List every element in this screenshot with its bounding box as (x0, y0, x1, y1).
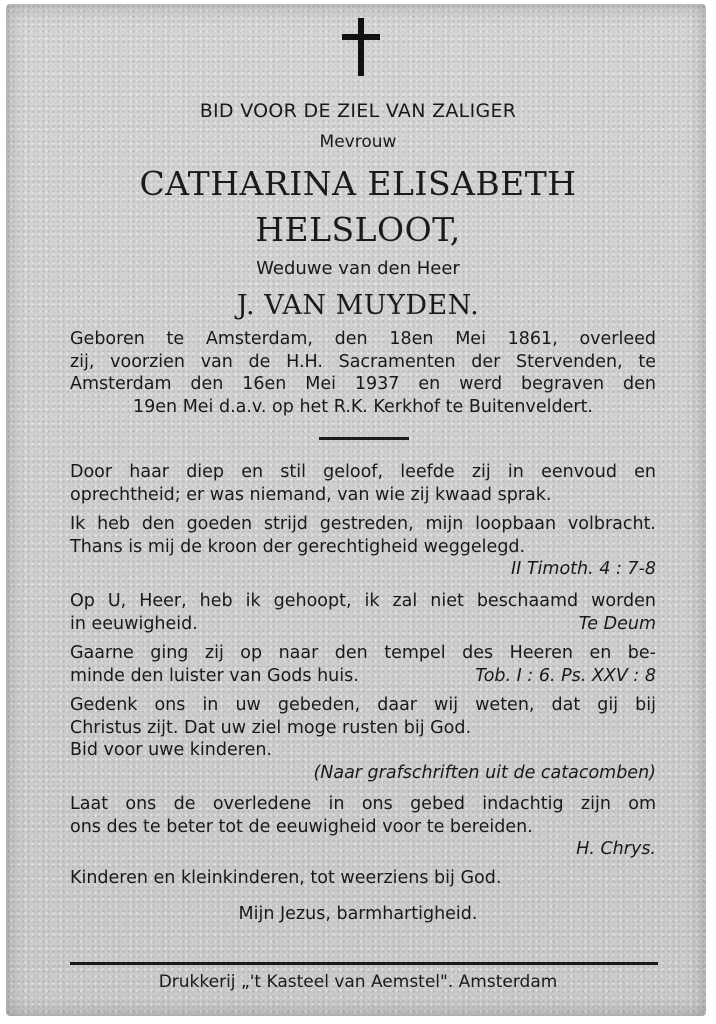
bio-line: zij, voorzien van de H.H. Sacramenten der Stervenden, te (70, 351, 656, 372)
quote-line: minde den luister van Gods huis. (70, 665, 359, 686)
quote-line: Op U, Heer, heb ik gehoopt, ik zal niet beschaamd worden (70, 591, 656, 611)
quote-source: (Naar grafschriften uit de catacomben) (313, 762, 656, 783)
divider (319, 437, 409, 440)
family-line: Kinderen en kleinkinderen, tot weerziens bij God. (70, 868, 502, 888)
cross-icon (342, 18, 380, 76)
quote-source: Te Deum (578, 613, 656, 634)
quote-line: Gaarne ging zij op naar den tempel des Heeren en be- (70, 643, 656, 663)
printer-credit: Drukkerij „'t Kasteel van Aemstel". Amsterdam (158, 972, 558, 992)
footer-divider (70, 962, 658, 965)
deceased-name-line1: CATHARINA ELISABETH (139, 164, 577, 203)
memorial-card (6, 4, 706, 1016)
title-prefix: Mevrouw (319, 132, 397, 152)
quote-timothy (70, 513, 656, 581)
quote-chrysostom (70, 793, 656, 861)
quote-line: in eeuwigheid. (70, 613, 198, 634)
family-farewell (70, 867, 656, 890)
quote-tobias (70, 642, 656, 687)
biography-paragraph (70, 328, 656, 418)
quote-line: ons des te beter tot de eeuwigheid voor te bereiden. (70, 816, 533, 837)
quote-line: Gedenk ons in uw gebeden, daar wij weten, dat gij bij (70, 695, 656, 715)
bio-line: 19en Mei d.a.v. op het R.K. Kerkhof te Buitenveldert. (133, 396, 593, 417)
quote-line: Laat ons de overledene in ons gebed indachtig zijn om (70, 794, 656, 814)
husband-name: J. VAN MUYDEN. (236, 290, 480, 321)
quote-line: Bid voor uwe kinderen. (70, 740, 272, 760)
quote-faith (70, 461, 656, 506)
prayer-header: BID VOOR DE ZIEL VAN ZALIGER (199, 100, 517, 122)
bio-line: Amsterdam den 16en Mei 1937 en werd begraven den (70, 374, 656, 394)
deceased-name-line2: HELSLOOT, (255, 210, 461, 249)
quote-source: II Timoth. 4 : 7-8 (510, 559, 656, 579)
quote-line: Thans is mij de kroon der gerechtigheid weggelegd. (70, 536, 526, 557)
bio-line: Geboren te Amsterdam, den 18en Mei 1861, overleed (70, 329, 656, 349)
quote-source: H. Chrys. (576, 839, 656, 859)
quote-line: oprechtheid; er was niemand, van wie zij kwaad sprak. (70, 484, 552, 505)
quote-catacombs (70, 694, 656, 784)
closing-prayer: Mijn Jezus, barmhartigheid. (238, 904, 478, 924)
relation-text: Weduwe van den Heer (256, 258, 460, 279)
quote-source: Tob. I : 6. Ps. XXV : 8 (475, 665, 656, 686)
quote-line: Christus zijt. Dat uw ziel moge rusten bij God. (70, 717, 472, 738)
quote-te-deum (70, 590, 656, 635)
quote-line: Door haar diep en stil geloof, leefde zij in eenvoud en (70, 462, 656, 482)
quote-line: Ik heb den goeden strijd gestreden, mijn loopbaan volbracht. (70, 514, 656, 534)
